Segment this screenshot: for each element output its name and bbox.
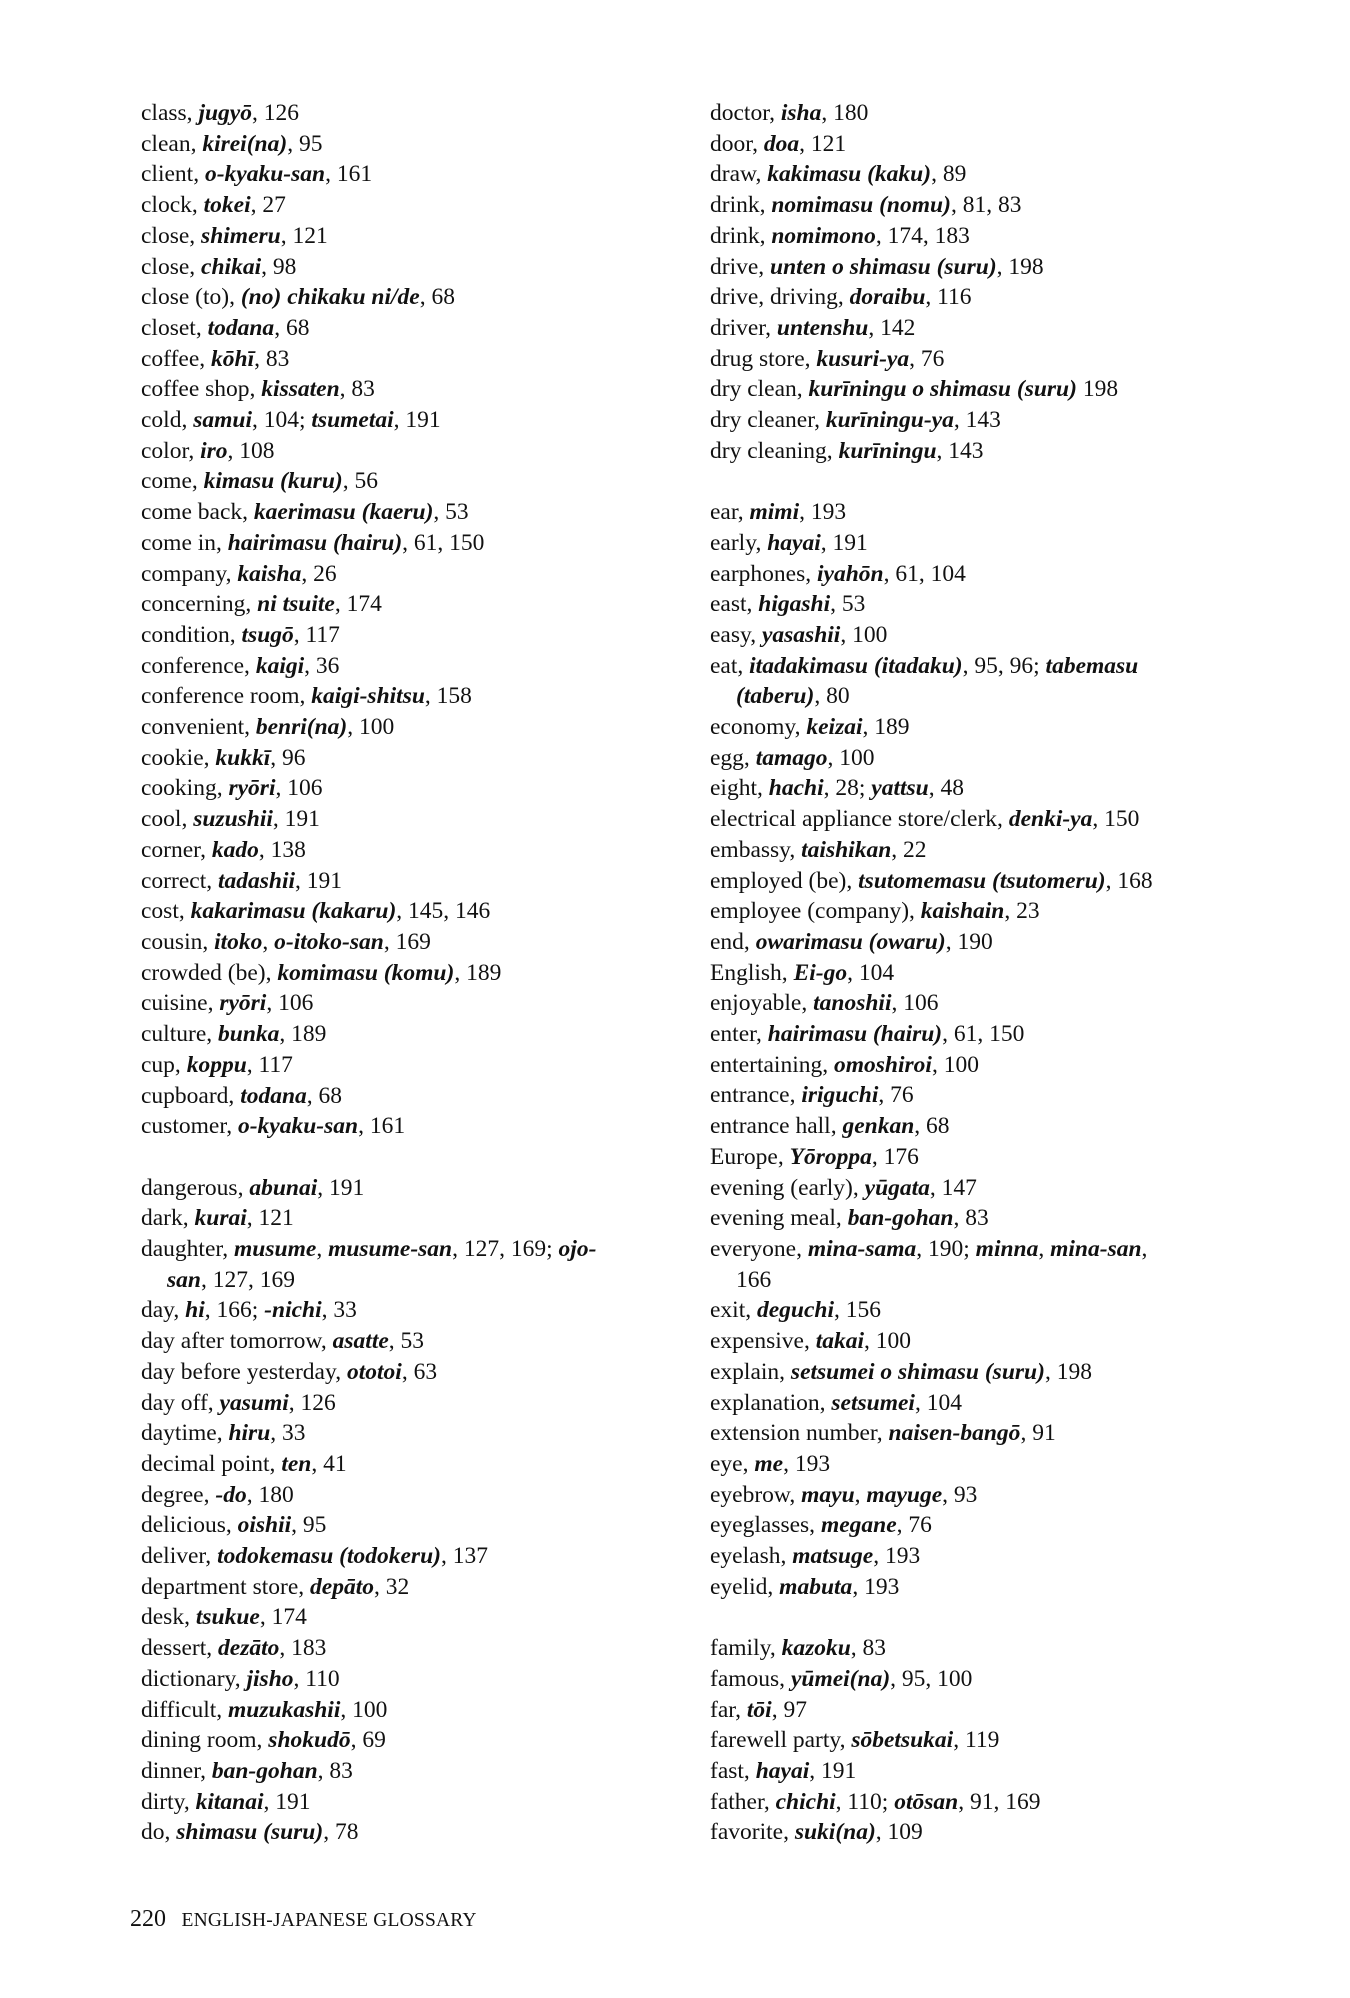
glossary-entry: employee (company), kaishain, 23: [710, 898, 1040, 925]
japanese-term: kissaten: [261, 376, 340, 403]
japanese-term: hayai: [767, 529, 821, 556]
glossary-entry: everyone, mina-sama, 190; minna, mina-san, 166: [710, 1234, 1250, 1295]
japanese-term: kurīningu-ya: [825, 407, 954, 434]
glossary-entry: delicious, oishii, 95: [141, 1512, 327, 1539]
japanese-term: kirei(na): [202, 130, 288, 157]
japanese-term: naisen-bangō: [888, 1420, 1021, 1447]
glossary-entry: eat, itadakimasu (itadaku), 95, 96; tabemasu (taberu), 80: [710, 651, 1250, 712]
japanese-term: higashi: [758, 591, 831, 618]
japanese-term: kado: [211, 836, 259, 863]
running-title: ENGLISH-JAPANESE GLOSSARY: [181, 1910, 477, 1931]
japanese-term: doa: [763, 130, 800, 157]
japanese-term: ban-gohan: [847, 1205, 954, 1232]
japanese-term: yūgata: [864, 1174, 930, 1201]
japanese-term: todana: [240, 1082, 307, 1109]
japanese-term: iriguchi: [801, 1082, 879, 1109]
glossary-entry: conference room, kaigi-shitsu, 158: [141, 683, 472, 710]
japanese-term: chikai: [201, 253, 262, 280]
japanese-term: Ei-go: [793, 959, 848, 986]
glossary-entry: drink, nomimasu (nomu), 81, 83: [710, 192, 1022, 219]
japanese-term: sōbetsukai: [851, 1727, 954, 1754]
japanese-term: tamago: [755, 744, 828, 771]
glossary-entry: ear, mimi, 193: [710, 499, 847, 526]
japanese-term: yasumi: [219, 1389, 289, 1416]
glossary-entry: drive, driving, doraibu, 116: [710, 284, 972, 311]
japanese-term: ryōri: [228, 775, 276, 802]
japanese-term: komimasu (komu): [277, 959, 455, 986]
japanese-term: hairimasu (hairu): [227, 529, 403, 556]
glossary-entry-continuation: san, 127, 169: [167, 1266, 295, 1293]
japanese-term: ryōri: [219, 990, 267, 1017]
japanese-term: benri(na): [255, 714, 348, 741]
japanese-term: chichi: [775, 1788, 836, 1815]
glossary-entry: correct, tadashii, 191: [141, 867, 343, 894]
glossary-entry: extension number, naisen-bangō, 91: [710, 1420, 1056, 1447]
glossary-entry: day before yesterday, ototoi, 63: [141, 1358, 438, 1385]
japanese-term: untenshu: [776, 314, 869, 341]
glossary-entry: earphones, iyahōn, 61, 104: [710, 560, 966, 587]
glossary-entry: English, Ei-go, 104: [710, 959, 895, 986]
glossary-entry: dessert, dezāto, 183: [141, 1635, 327, 1662]
japanese-term: kurīningu o shimasu (suru): [808, 376, 1077, 403]
japanese-term: todana: [207, 314, 275, 341]
japanese-term: hayai: [755, 1757, 810, 1784]
glossary-entry: exit, deguchi, 156: [710, 1297, 882, 1324]
japanese-term: deguchi: [757, 1297, 835, 1324]
glossary-entry: dictionary, jisho, 110: [141, 1665, 340, 1692]
japanese-term: mina-san: [1050, 1236, 1142, 1262]
glossary-entry: door, doa, 121: [710, 130, 847, 157]
glossary-entry: far, tōi, 97: [710, 1696, 807, 1723]
glossary-entry: cuisine, ryōri, 106: [141, 990, 314, 1017]
japanese-term: isha: [780, 100, 822, 126]
japanese-term: keizai: [806, 714, 863, 741]
glossary-entry: doctor, isha, 180: [710, 100, 869, 126]
japanese-term: -do: [215, 1481, 247, 1508]
japanese-term: asatte: [332, 1328, 389, 1355]
japanese-term: nomimasu (nomu): [771, 192, 951, 219]
glossary-entry: entrance, iriguchi, 76: [710, 1082, 914, 1109]
japanese-term: todokemasu (todokeru): [217, 1543, 441, 1570]
glossary-entry: dry cleaning, kurīningu, 143: [710, 437, 984, 464]
japanese-term: kōhī: [211, 345, 255, 372]
glossary-entry: close, chikai, 98: [141, 253, 297, 280]
glossary-entry: cost, kakarimasu (kakaru), 145, 146: [141, 898, 491, 925]
glossary-entry: cup, koppu, 117: [141, 1051, 293, 1078]
japanese-term: ojo-: [558, 1236, 597, 1262]
glossary-entry: dry cleaner, kurīningu-ya, 143: [710, 407, 1001, 434]
japanese-term: itadakimasu (itadaku): [749, 652, 963, 679]
japanese-term: otōsan: [894, 1788, 959, 1815]
glossary-entry: eyeglasses, megane, 76: [710, 1512, 932, 1539]
japanese-term: dezāto: [218, 1635, 280, 1662]
japanese-term: suzushii: [193, 806, 273, 833]
japanese-term: denki-ya: [1008, 806, 1093, 833]
glossary-entry: close, shimeru, 121: [141, 222, 328, 249]
glossary-entry: cool, suzushii, 191: [141, 806, 320, 833]
glossary-entry: convenient, benri(na), 100: [141, 714, 395, 741]
glossary-entry: cousin, itoko, o-itoko-san, 169: [141, 928, 431, 955]
glossary-entry: company, kaisha, 26: [141, 560, 337, 587]
japanese-term: tadashii: [217, 867, 296, 894]
glossary-entry: dinner, ban-gohan, 83: [141, 1757, 353, 1784]
section-gap: [141, 1142, 681, 1173]
glossary-entry: client, o-kyaku-san, 161: [141, 161, 373, 188]
japanese-term: kitanai: [195, 1788, 264, 1815]
glossary-entry: eight, hachi, 28; yattsu, 48: [710, 775, 964, 802]
japanese-term: mina-sama: [807, 1236, 917, 1262]
japanese-term: iyahōn: [817, 560, 884, 587]
glossary-entry: eye, me, 193: [710, 1450, 831, 1477]
japanese-term: setsumei: [831, 1389, 915, 1416]
japanese-term: kurai: [194, 1205, 247, 1232]
japanese-term: suki(na): [794, 1819, 876, 1846]
glossary-entry: coffee shop, kissaten, 83: [141, 376, 375, 403]
japanese-term: tōi: [746, 1696, 772, 1723]
japanese-term: tabemasu: [1045, 652, 1139, 679]
japanese-term: kakimasu (kaku): [767, 161, 932, 188]
glossary-entry: easy, yasashii, 100: [710, 621, 888, 648]
japanese-term: kaishain: [920, 898, 1005, 925]
glossary-entry: father, chichi, 110; otōsan, 91, 169: [710, 1788, 1041, 1815]
japanese-term: san: [167, 1266, 201, 1293]
glossary-entry: daytime, hiru, 33: [141, 1420, 306, 1447]
glossary-entry: come back, kaerimasu (kaeru), 53: [141, 499, 469, 526]
japanese-term: hiru: [228, 1420, 271, 1447]
glossary-entry: degree, -do, 180: [141, 1481, 294, 1508]
glossary-entry: explain, setsumei o shimasu (suru), 198: [710, 1358, 1092, 1385]
glossary-entry: clock, tokei, 27: [141, 192, 286, 219]
japanese-term: ten: [281, 1450, 312, 1477]
glossary-entry: evening (early), yūgata, 147: [710, 1174, 977, 1201]
japanese-term: shokudō: [268, 1727, 351, 1754]
japanese-term: mimi: [749, 499, 800, 526]
japanese-term: o-kyaku-san: [237, 1113, 359, 1140]
glossary-entry: cupboard, todana, 68: [141, 1082, 343, 1109]
glossary-left-column: [141, 98, 681, 1848]
glossary-entry: electrical appliance store/clerk, denki-ya, 150: [710, 806, 1140, 833]
japanese-term: kaisha: [237, 560, 302, 587]
glossary-entry: class, jugyō, 126: [141, 100, 299, 126]
japanese-term: kaerimasu (kaeru): [253, 499, 434, 526]
glossary-entry: farewell party, sōbetsukai, 119: [710, 1727, 1000, 1754]
glossary-entry: close (to), (no) chikaku ni/de, 68: [141, 284, 455, 311]
page-number: 220: [130, 1906, 166, 1932]
glossary-entry: entertaining, omoshiroi, 100: [710, 1051, 979, 1078]
japanese-term: musume: [234, 1236, 317, 1262]
japanese-term: nomimono: [771, 222, 876, 249]
japanese-term: bunka: [218, 1021, 280, 1048]
glossary-entry: favorite, suki(na), 109: [710, 1819, 923, 1846]
glossary-entry: eyelash, matsuge, 193: [710, 1543, 921, 1570]
glossary-entry: clean, kirei(na), 95: [141, 130, 323, 157]
japanese-term: kimasu (kuru): [203, 468, 343, 495]
glossary-entry: come, kimasu (kuru), 56: [141, 468, 378, 495]
japanese-term: ni tsuite: [257, 591, 335, 618]
japanese-term: me: [754, 1450, 784, 1477]
japanese-term: itoko: [214, 928, 263, 955]
japanese-term: tsugō: [241, 621, 294, 648]
japanese-term: kusuri-ya: [816, 345, 910, 372]
japanese-term: depāto: [310, 1573, 374, 1600]
japanese-term: (taberu): [736, 683, 815, 710]
japanese-term: ban-gohan: [211, 1757, 318, 1784]
glossary-entry: dining room, shokudō, 69: [141, 1727, 386, 1754]
glossary-entry: eyebrow, mayu, mayuge, 93: [710, 1481, 978, 1508]
glossary-entry: drug store, kusuri-ya, 76: [710, 345, 945, 372]
japanese-term: mayuge: [866, 1481, 943, 1508]
japanese-term: jisho: [246, 1665, 294, 1692]
glossary-entry: fast, hayai, 191: [710, 1757, 857, 1784]
glossary-entry: egg, tamago, 100: [710, 744, 875, 771]
glossary-entry: drink, nomimono, 174, 183: [710, 222, 970, 249]
glossary-entry-continuation: (taberu), 80: [736, 683, 850, 710]
glossary-entry: day, hi, 166; -nichi, 33: [141, 1297, 357, 1324]
japanese-term: abunai: [249, 1174, 318, 1201]
japanese-term: setsumei o shimasu (suru): [790, 1358, 1045, 1385]
japanese-term: minna: [975, 1236, 1039, 1262]
japanese-term: kazoku: [781, 1635, 851, 1662]
japanese-term: kurīningu: [838, 437, 937, 464]
japanese-term: genkan: [842, 1113, 915, 1140]
glossary-entry: enter, hairimasu (hairu), 61, 150: [710, 1021, 1025, 1048]
japanese-term: muzukashii: [228, 1696, 341, 1723]
glossary-entry: crowded (be), komimasu (komu), 189: [141, 959, 502, 986]
japanese-term: samui: [193, 407, 252, 434]
glossary-entry: east, higashi, 53: [710, 591, 866, 618]
japanese-term: tsukue: [195, 1604, 260, 1631]
glossary-entry: dark, kurai, 121: [141, 1205, 294, 1232]
japanese-term: tsumetai: [311, 407, 394, 434]
japanese-term: kaigi-shitsu: [311, 683, 425, 710]
glossary-entry: customer, o-kyaku-san, 161: [141, 1113, 406, 1140]
glossary-entry: entrance hall, genkan, 68: [710, 1113, 950, 1140]
glossary-entry: draw, kakimasu (kaku), 89: [710, 161, 967, 188]
page-footer: [130, 1906, 477, 1933]
glossary-entry: enjoyable, tanoshii, 106: [710, 990, 939, 1017]
japanese-term: kukkī: [215, 744, 271, 771]
glossary-entry-continuation: 166: [736, 1266, 772, 1293]
japanese-term: iro: [200, 437, 228, 464]
glossary-entry: condition, tsugō, 117: [141, 621, 340, 648]
japanese-term: takai: [815, 1328, 865, 1355]
japanese-term: yasashii: [761, 621, 841, 648]
japanese-term: megane: [820, 1512, 897, 1539]
japanese-term: yattsu: [871, 775, 929, 802]
japanese-term: kakarimasu (kakaru): [190, 898, 397, 925]
japanese-term: tanoshii: [813, 990, 892, 1017]
section-gap: [710, 1602, 1250, 1633]
glossary-entry: expensive, takai, 100: [710, 1328, 912, 1355]
japanese-term: shimeru: [201, 222, 281, 249]
glossary-entry: department store, depāto, 32: [141, 1573, 410, 1600]
glossary-entry: daughter, musume, musume-san, 127, 169; ojo- san, 127, 169: [141, 1234, 681, 1295]
glossary-entry: color, iro, 108: [141, 437, 275, 464]
glossary-entry: family, kazoku, 83: [710, 1635, 887, 1662]
japanese-term: shimasu (suru): [176, 1819, 324, 1846]
glossary-entry: decimal point, ten, 41: [141, 1450, 347, 1477]
glossary-entry: driver, untenshu, 142: [710, 314, 916, 341]
japanese-term: musume-san: [328, 1236, 453, 1262]
glossary-entry: Europe, Yōroppa, 176: [710, 1143, 919, 1170]
japanese-term: -nichi: [264, 1297, 322, 1324]
glossary-entry: coffee, kōhī, 83: [141, 345, 290, 372]
glossary-entry: drive, unten o shimasu (suru), 198: [710, 253, 1044, 280]
glossary-entry: evening meal, ban-gohan, 83: [710, 1205, 989, 1232]
japanese-term: (no) chikaku ni/de: [240, 284, 420, 311]
glossary-entry: embassy, taishikan, 22: [710, 836, 927, 863]
glossary-right-column: [710, 98, 1250, 1848]
glossary-entry: day after tomorrow, asatte, 53: [141, 1328, 425, 1355]
japanese-term: oishii: [237, 1512, 292, 1539]
glossary-entry: employed (be), tsutomemasu (tsutomeru), 168: [710, 867, 1153, 894]
japanese-term: unten o shimasu (suru): [770, 253, 997, 280]
japanese-term: yūmei(na): [790, 1665, 891, 1692]
glossary-entry: conference, kaigi, 36: [141, 652, 340, 679]
japanese-term: kaigi: [255, 652, 305, 679]
glossary-entry: dirty, kitanai, 191: [141, 1788, 311, 1815]
glossary-entry: difficult, muzukashii, 100: [141, 1696, 388, 1723]
glossary-entry: desk, tsukue, 174: [141, 1604, 307, 1631]
glossary-entry: cookie, kukkī, 96: [141, 744, 306, 771]
japanese-term: taishikan: [801, 836, 892, 863]
japanese-term: matsuge: [792, 1543, 874, 1570]
japanese-term: omoshiroi: [833, 1051, 932, 1078]
glossary-entry: early, hayai, 191: [710, 529, 868, 556]
japanese-term: jugyō: [198, 100, 252, 126]
glossary-entry: culture, bunka, 189: [141, 1021, 327, 1048]
glossary-entry: cooking, ryōri, 106: [141, 775, 323, 802]
glossary-entry: dry clean, kurīningu o shimasu (suru) 198: [710, 376, 1119, 403]
glossary-entry: dangerous, abunai, 191: [141, 1174, 365, 1201]
section-gap: [710, 466, 1250, 497]
glossary-entry: eyelid, mabuta, 193: [710, 1573, 900, 1600]
japanese-term: hachi: [768, 775, 824, 802]
glossary-entry: economy, keizai, 189: [710, 714, 910, 741]
japanese-term: hi: [185, 1297, 205, 1324]
glossary-entry: deliver, todokemasu (todokeru), 137: [141, 1543, 488, 1570]
glossary-entry: cold, samui, 104; tsumetai, 191: [141, 407, 441, 434]
japanese-term: Yōroppa: [789, 1143, 872, 1170]
glossary-entry: corner, kado, 138: [141, 836, 306, 863]
glossary-entry: end, owarimasu (owaru), 190: [710, 928, 993, 955]
glossary-entry: explanation, setsumei, 104: [710, 1389, 962, 1416]
japanese-term: o-itoko-san: [274, 928, 384, 955]
japanese-term: hairimasu (hairu): [767, 1021, 943, 1048]
japanese-term: ototoi: [346, 1358, 402, 1385]
japanese-term: mabuta: [779, 1573, 853, 1600]
glossary-entry: closet, todana, 68: [141, 314, 310, 341]
glossary-entry: concerning, ni tsuite, 174: [141, 591, 382, 618]
japanese-term: doraibu: [849, 284, 926, 311]
glossary-entry: day off, yasumi, 126: [141, 1389, 336, 1416]
japanese-term: tsutomemasu (tsutomeru): [858, 867, 1106, 894]
japanese-term: mayu: [801, 1481, 855, 1508]
japanese-term: owarimasu (owaru): [755, 928, 946, 955]
japanese-term: tokei: [203, 192, 251, 219]
japanese-term: o-kyaku-san: [204, 161, 326, 188]
glossary-entry: do, shimasu (suru), 78: [141, 1819, 359, 1846]
glossary-entry: come in, hairimasu (hairu), 61, 150: [141, 529, 485, 556]
glossary-entry: famous, yūmei(na), 95, 100: [710, 1665, 973, 1692]
japanese-term: koppu: [186, 1051, 247, 1078]
